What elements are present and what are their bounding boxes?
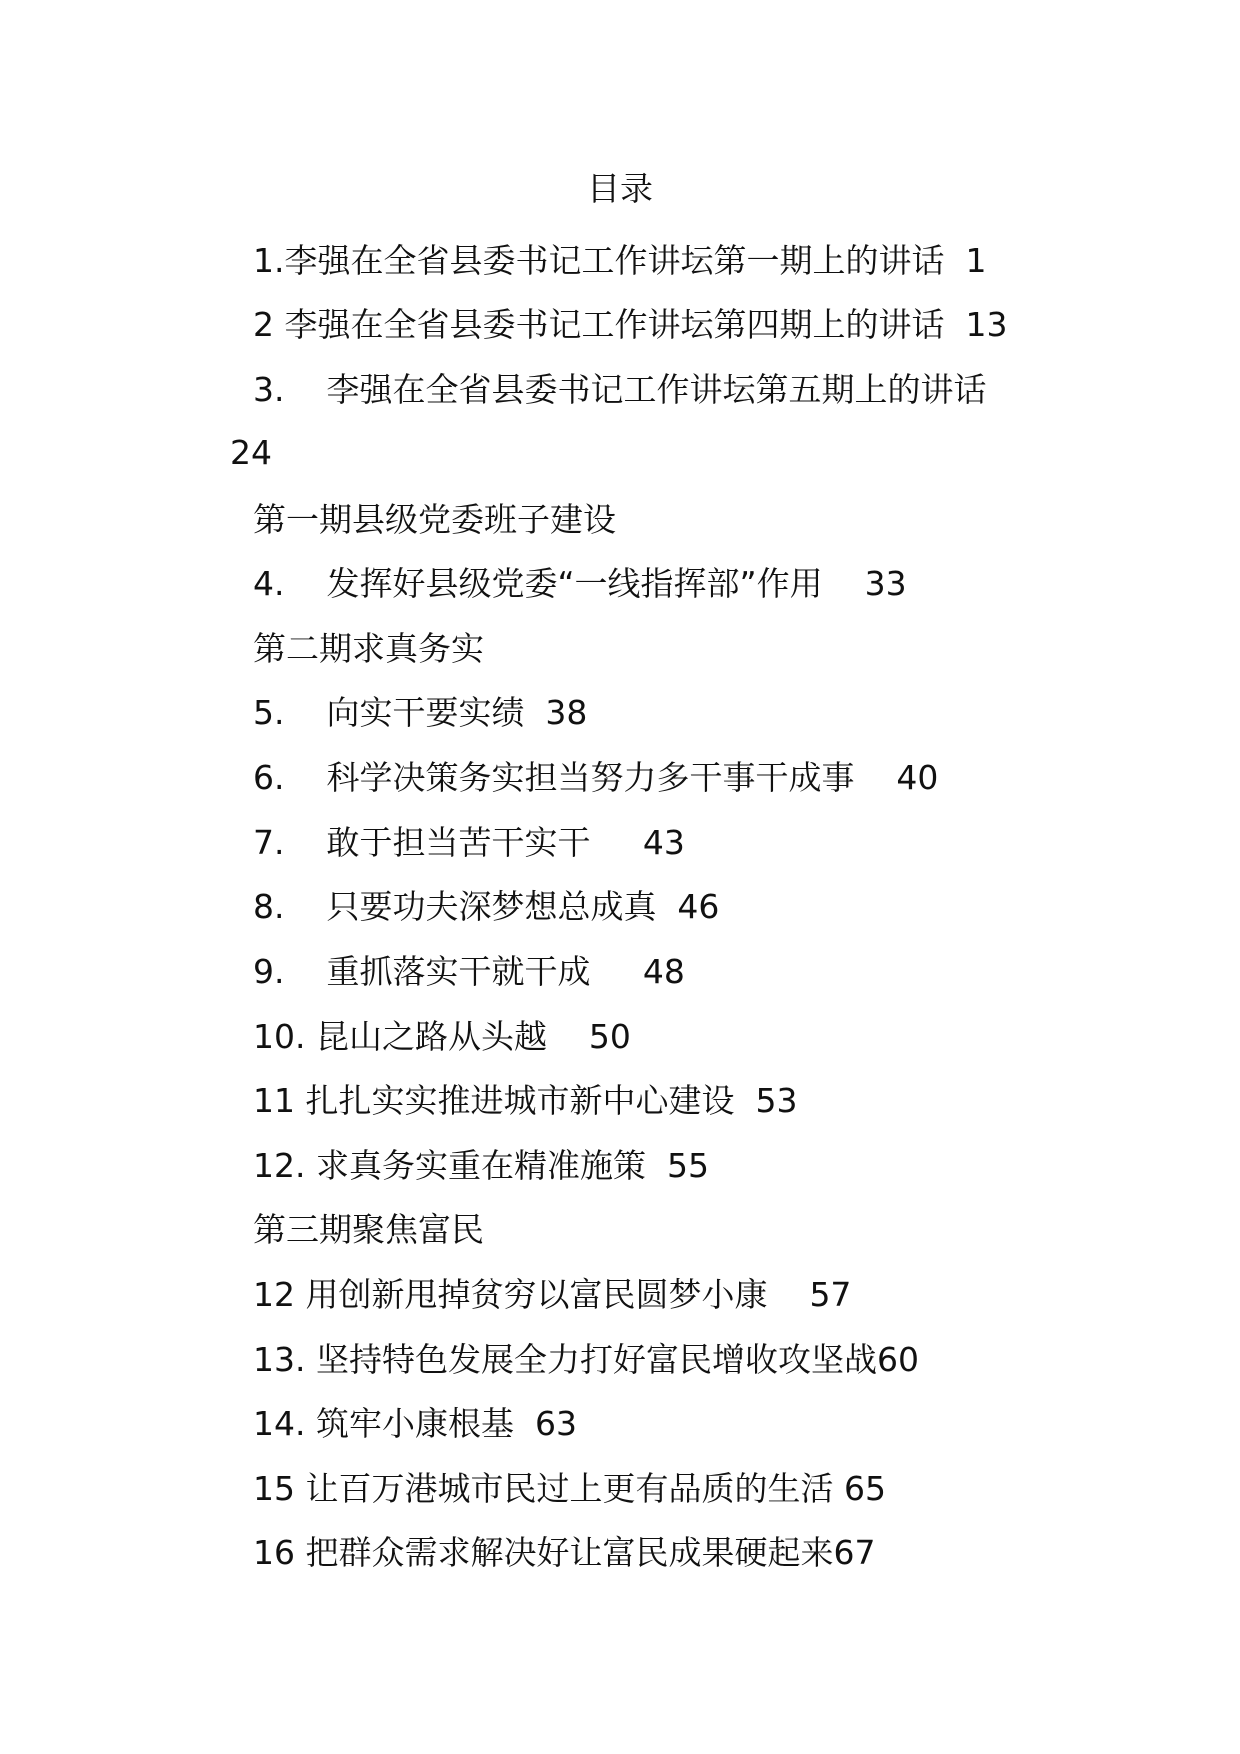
toc-entry-10: 10. 昆山之路从头越 50 xyxy=(253,1017,631,1056)
toc-entry-6: 6. 科学决策务实担当努力多干事干成事 40 xyxy=(253,758,939,797)
toc-section-2: 第二期求真务实 xyxy=(253,629,484,668)
toc-entry-1: 1.李强在全省县委书记工作讲坛第一期上的讲话 1 xyxy=(253,241,987,280)
toc-entry-9: 9. 重抓落实干就干成 48 xyxy=(253,952,685,991)
toc-section-3: 第三期聚焦富民 xyxy=(253,1210,484,1249)
toc-entry-2: 2 李强在全省县委书记工作讲坛第四期上的讲话 13 xyxy=(253,305,1008,344)
toc-title: 目录 xyxy=(587,169,653,208)
toc-entry-7: 7. 敢于担当苦干实干 43 xyxy=(253,823,685,862)
toc-entry-5: 5. 向实干要实绩 38 xyxy=(253,693,588,732)
toc-entry-14: 14. 筑牢小康根基 63 xyxy=(253,1404,577,1443)
toc-entry-3-page: 24 xyxy=(230,433,272,472)
toc-entry-16: 16 把群众需求解决好让富民成果硬起来67 xyxy=(253,1533,876,1572)
toc-section-1: 第一期县级党委班子建设 xyxy=(253,500,616,539)
toc-entry-15: 15 让百万港城市民过上更有品质的生活 65 xyxy=(253,1469,886,1508)
toc-entry-3: 3. 李强在全省县委书记工作讲坛第五期上的讲话 xyxy=(253,370,987,409)
toc-entry-11: 11 扎扎实实推进城市新中心建设 53 xyxy=(253,1081,798,1120)
toc-entry-12: 12. 求真务实重在精准施策 55 xyxy=(253,1146,709,1185)
toc-entry-4: 4. 发挥好县级党委“一线指挥部”作用 33 xyxy=(253,564,907,603)
toc-entry-12b: 12 用创新甩掉贫穷以富民圆梦小康 57 xyxy=(253,1275,852,1314)
toc-entry-8: 8. 只要功夫深梦想总成真 46 xyxy=(253,887,720,926)
toc-entry-13: 13. 坚持特色发展全力打好富民增收攻坚战60 xyxy=(253,1340,919,1379)
